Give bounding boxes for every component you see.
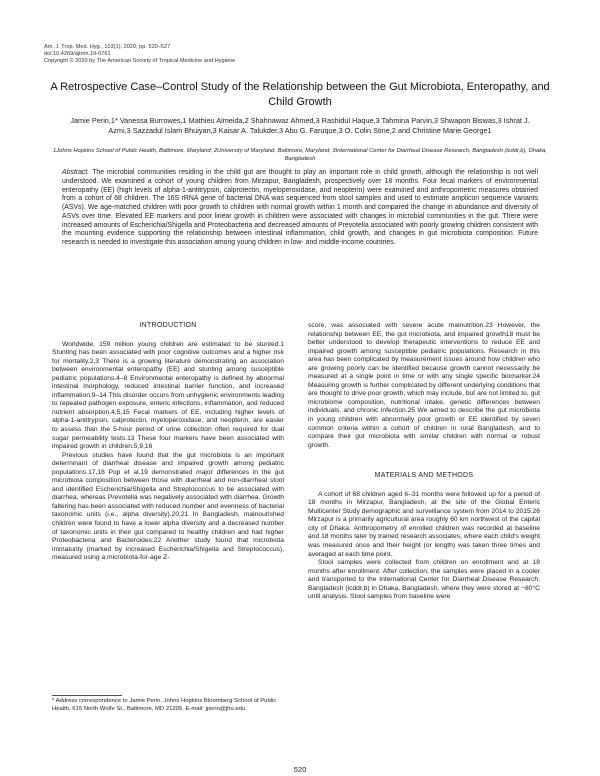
introduction-heading: INTRODUCTION xyxy=(139,322,197,329)
methods-heading: MATERIALS AND METHODS xyxy=(374,472,474,480)
journal-citation: Am. J. Trop. Med. Hyg., 103(1), 2020, pp. 520–527 xyxy=(44,44,171,50)
journal-header xyxy=(44,44,464,66)
abstract-text: The microbial communities residing in the child gut are thought to play an important role in child growth, although the relationship is not well understood. We examined a cohort of young children from Mirzapur, Bangladesh, prospectively over 18 months. Four fecal markers of environmental enteropathy (EE) (high levels of alpha-1-antitrypsin, calprotectin, myeloperoxidase, and neopterin) were examined and anthropometric measures obtained from a cohort of 68 children. The 16S rRNA gene of bacterial DNA was sequenced from stool samples and used to estimate amplicon sequence variants (ASVs). We age-matched children with poor growth to children with normal growth within 1 month and compared the change in abundance and diversity of ASVs over time. Elevated EE markers and poor linear growth in children were associated with changes in microbial communities in the gut. There were increased amounts of Escherichia/Shigella and Proteobacteria and decreased amounts of Prevotella associated with poorly growing children consistent with the mounting evidence supporting the relationship between intestinal inflammation, child growth, and changes in gut microbiota composition. Future research is needed to investigate this association among young children in low- and middle-income countries. xyxy=(62,169,538,246)
methods-paragraph-2: Stool samples were collected from children on enrollment and at 18 months after enrollment. After collection, the samples were placed in a cooler and transported to the International Center for Diarrheal Disease Research, Bangladesh (icddr,b) in Dhaka, Bangladesh, where they were stored at −80°C until analysis. Stool samples from baseline were xyxy=(308,559,540,601)
correspondence-footnote: * Address correspondence to Jamie Perin, Johns Hopkins Bloomberg School of Public Health, 615 North Wolfe St., Baltimore, MD 21205. E-mail: jperin@jhu.edu xyxy=(52,698,277,712)
introduction-paragraph-1: Worldwide, 159 million young children are estimated to be stunted.1 Stunting has been associated with poor cognitive outcomes and a higher risk for mortality.2,3 There is a growing literature demonstrating an association between environmental enteropathy (EE) and stunting among susceptible pediatric populations.4–8 Environmental enteropathy is defined by abnormal intestinal morphology, reduced intestinal barrier function, and increased inflammation.9–14 This disorder occurs from unhygienic environments leading to repeated pathogen exposure, enteric infections, inflammation, and reduced nutrient absorption.4,5,15 Fecal markers of EE, including higher levels of alpha-1-antitrypsin, calprotectin, myeloperoxidase, and neopterin, are easier to assess than the 5-hour period of urine collection often required for dual sugar permeability tests.13 These four markers have been associated with impaired growth in children.5,9,16 xyxy=(52,340,284,451)
introduction-paragraph-2: Previous studies have found that the gut microbiota is an important determinant of diarrheal disease and impaired growth among pediatric populations.17,18 Pop et al.19 demonstrated major differences in the gut microbiota composition between those with diarrheal and non-diarrheal stool and identified Escherichia/Shigella and Streptococcus to be associated with diarrhea, whereas Prevotella was negatively associated with diarrhea. Growth faltering has been associated with reduced number and evenness of bacterial taxonomic units (i.e., alpha diversity).20,21 In Bangladesh, malnourished children were found to have a lower alpha diversity and a decreased number of taxonomic units in their gut compared to healthy children and had higher Proteobacteria and Bacteroides.22 Another study found that microbiota immaturity (marked by increased Escherichia/Shigella and Streptococcus), measured using a microbiota-for-age Z- xyxy=(52,451,284,562)
introduction-paragraph-3: score, was associated with severe acute malnutrition.23 However, the relationship between EE, the gut microbiota, and impaired growth18 must be better understood to develop therapeutic interventions to reduce EE and impaired growth among susceptible pediatric populations. Research in this area has been complicated by measurement issues around how children who are growing poorly can be identified because growth cannot necessarily be measured at a single point in time or with any single specific biomarker.24 Measuring growth is further complicated by different underlying conditions that are thought to drive poor growth, which may include, but are not limited to, gut microbiome composition, nutritional intake, genetic differences between individuals, and chronic infection.25 We aimed to describe the gut microbiota in young children with abnormally poor growth or EE identified by seven common criteria within a cohort of children in rural Bangladesh, and to compare their gut microbiota with similar children with normal or robust growth. xyxy=(308,322,540,449)
journal-copyright: Copyright © 2020 by The American Society of Tropical Medicine and Hygiene xyxy=(44,58,236,65)
section-spacer xyxy=(308,450,540,472)
paper-title: A Retrospective Case–Control Study of the Relationship between the Gut Microbiota, Enteropathy, and Child Growth xyxy=(50,81,550,108)
right-column xyxy=(308,322,540,602)
page-number: 520 xyxy=(293,765,307,774)
affiliations: 1Johns Hopkins School of Public Health, Baltimore, Maryland; 2University of Maryland, Baltimore, Maryland; 3International Center for Diarrheal Disease Research, Bangladesh (icddr,b), Dhaka, Bangladesh xyxy=(53,148,547,162)
journal-doi: doi:10.4269/ajtmh.19-0761 xyxy=(44,51,111,58)
abstract-label: Abstract. xyxy=(62,169,90,176)
author-list: Jamie Perin,1* Vanessa Burrowes,1 Mathieu Almeida,2 Shahnawaz Ahmed,3 Rashidul Haque,3 Tahmina Parvin,3 Shwapon Biswas,3 Ishrat J. Azmi,3 Sazzadul Islam Bhuiyan,3 Kaisar A. Talukder,3 Abu G. Faruque,3 O. Colin Stine,2 and Christine Marie George1 xyxy=(70,116,530,135)
left-column xyxy=(52,322,284,563)
footnote-divider xyxy=(52,695,122,696)
methods-paragraph-1: A cohort of 68 children aged 6–31 months were followed up for a period of 18 months in Mirzapur, Bangladesh, at the site of the Global Enteric Multicenter Study demographic and surveillance system from 2014 to 2015.26 Mirzapur is a primarily agricultural area roughly 60 km northwest of the capital city of Dhaka. Anthropometry of enrolled children was recorded at baseline and 18 months later by trained research associates, where each child's weight was measured once and their height (or length) was taken three times and averaged at each time point. xyxy=(308,490,540,558)
abstract xyxy=(62,169,538,248)
